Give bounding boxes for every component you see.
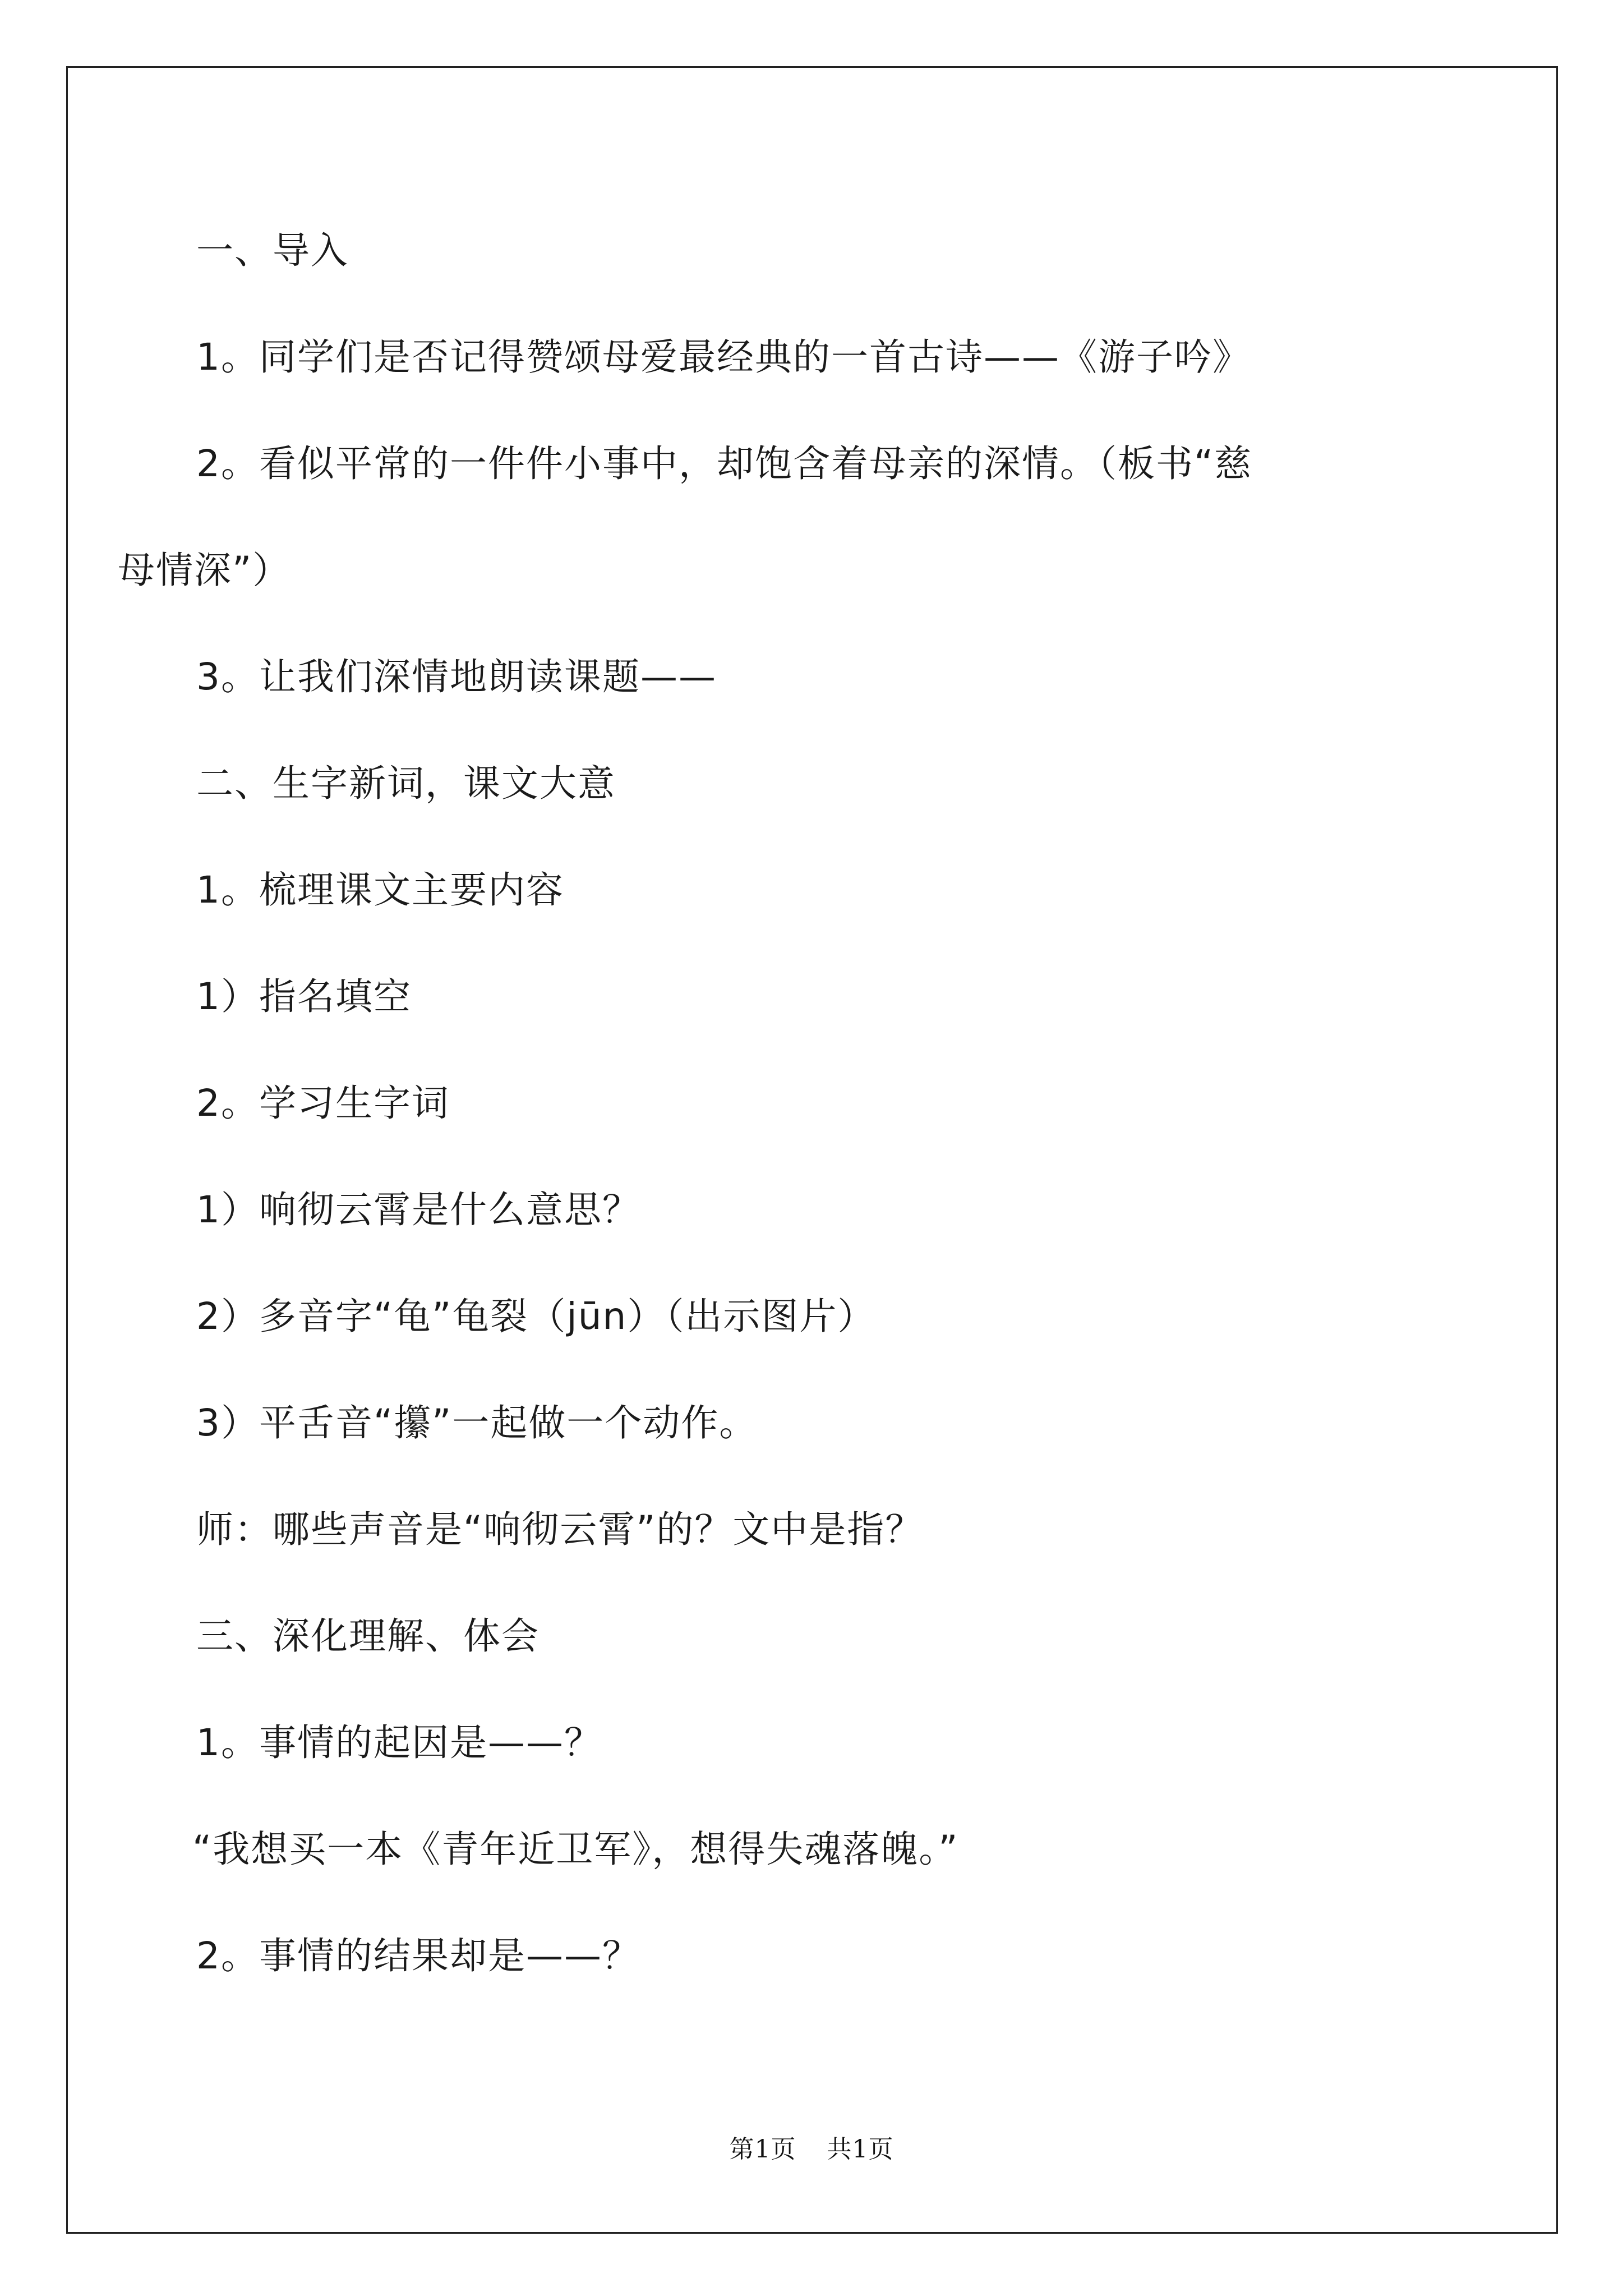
- paragraph-line: 3。让我们深情地朗读课题——: [196, 655, 717, 698]
- paragraph-line: 3）平舌音“攥”一起做一个动作。: [196, 1401, 758, 1444]
- section-heading: 一、导入: [196, 229, 349, 272]
- page-footer: [0, 2129, 1623, 2165]
- paragraph-line: 1。同学们是否记得赞颂母爱最经典的一首古诗——《游子吟》: [196, 335, 1251, 379]
- paragraph-line: 1）响彻云霄是什么意思？: [196, 1188, 640, 1231]
- paragraph-line: 2。学习生字词: [196, 1082, 450, 1125]
- paragraph-line: 1）指名填空: [196, 975, 412, 1018]
- paragraph-line: 2）多音字“龟”龟裂（jūn）（出示图片）: [196, 1295, 876, 1338]
- section-heading: 三、深化理解、体会: [196, 1614, 540, 1658]
- paragraph-line: 1。事情的起因是——？: [196, 1721, 602, 1764]
- page-total: 共1页: [827, 2135, 894, 2164]
- document-body: [118, 220, 1430, 2032]
- paragraph-line: 2。看似平常的一件件小事中，却饱含着母亲的深情。（板书“慈: [196, 442, 1253, 485]
- quote-line: “我想买一本《青年近卫军》，想得失魂落魄。”: [192, 1828, 959, 1871]
- paragraph-line: 师：哪些声音是“响彻云霄”的？文中是指？: [196, 1508, 924, 1551]
- page-number: 第1页: [729, 2135, 796, 2164]
- section-heading: 二、生字新词，课文大意: [196, 762, 616, 805]
- paragraph-line: 1。梳理课文主要内容: [196, 868, 564, 912]
- paragraph-line: 2。事情的结果却是——？: [196, 1934, 640, 1977]
- paragraph-line-continuation: 母情深”）: [118, 549, 291, 592]
